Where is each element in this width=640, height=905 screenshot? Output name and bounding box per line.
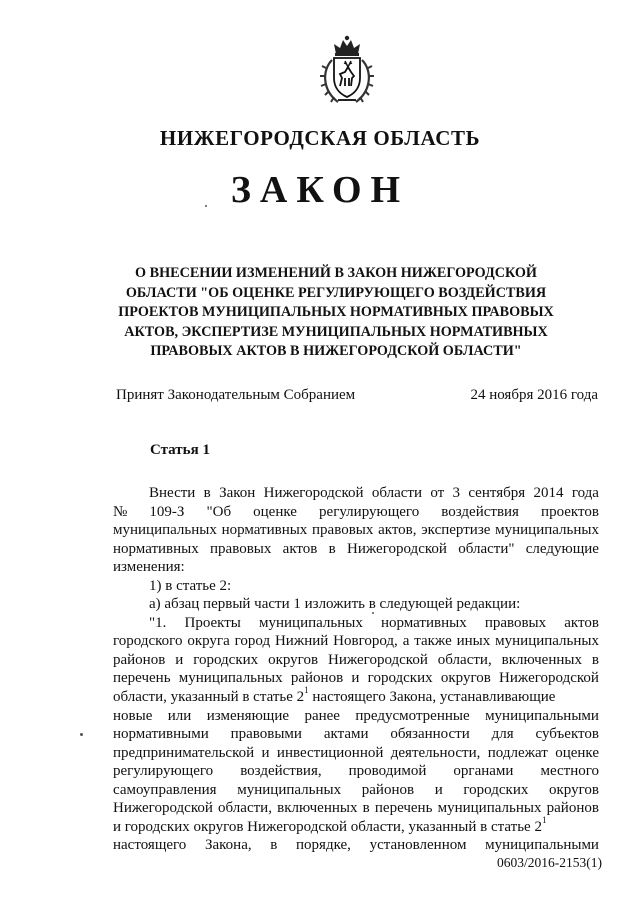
word: местного [540, 763, 599, 780]
word: округов [268, 651, 319, 668]
word: городских [463, 781, 529, 798]
word: порядке, [296, 837, 351, 854]
word: 3 [452, 485, 460, 501]
word: нормативных [221, 522, 308, 539]
word: следующие [525, 540, 599, 557]
word: нормативных [380, 614, 467, 631]
body-line [113, 651, 599, 670]
word: муниципальных [259, 614, 363, 631]
word: области, [437, 651, 492, 668]
body-line [113, 762, 599, 781]
body-line [113, 744, 599, 763]
word: правовых [312, 522, 374, 539]
body-line [113, 521, 599, 540]
word: изменяющие [206, 707, 290, 724]
word: округов [440, 670, 491, 687]
word: Нижний [274, 633, 329, 650]
word: городских [193, 651, 259, 668]
word: подлежат [487, 744, 548, 761]
law-title-line: ПРОЕКТОВ МУНИЦИПАЛЬНЫХ НОРМАТИВНЫХ ПРАВОВЫХ [118, 304, 554, 321]
word: Нижегородской [263, 485, 364, 501]
word: органами [453, 763, 514, 780]
word: регулирующего [319, 503, 420, 520]
body-line [113, 725, 599, 744]
word: округов [549, 781, 599, 798]
word: в [328, 540, 336, 557]
body-line: 1) в статье 2: [149, 577, 232, 594]
word: или [167, 707, 192, 724]
scan-speck [80, 733, 83, 736]
word: также [414, 633, 452, 650]
word: округа [187, 633, 230, 650]
word: Новгород, [333, 633, 398, 650]
word: года [571, 485, 599, 501]
word: субъектов [535, 726, 599, 743]
body-line-text: области, указанный в статье 2 [113, 689, 305, 706]
word: проектов [541, 503, 599, 520]
word: муниципальных [237, 781, 342, 798]
word: городского [113, 633, 183, 650]
word: районов [361, 781, 415, 798]
word: оценке [253, 503, 297, 520]
word: правовыми [230, 726, 302, 743]
word: муниципальными [485, 837, 599, 854]
body-line [113, 685, 599, 707]
word: ранее [304, 707, 340, 724]
word: от [430, 485, 445, 501]
word: "Об [206, 503, 232, 520]
word: области, [218, 800, 272, 817]
superscript: 1 [541, 814, 547, 825]
word: районов [113, 651, 166, 668]
word: воздействия, [240, 763, 322, 780]
word: муниципальных [495, 633, 599, 650]
word: актами [323, 726, 369, 743]
law-title-line: АКТОВ, ЭКСПЕРТИЗЕ МУНИЦИПАЛЬНЫХ НОРМАТИВНЫХ [124, 323, 548, 340]
word: № [113, 503, 128, 520]
body-line [113, 540, 599, 559]
word: актов [282, 540, 318, 557]
body-line [113, 781, 599, 800]
body-line [113, 799, 599, 818]
article-heading: Статья 1 [150, 442, 210, 458]
word: в [591, 651, 599, 668]
word: Нижегородской [347, 540, 447, 557]
word: правовых [210, 540, 272, 557]
word: городских [367, 670, 433, 687]
word: Нижегородской [113, 800, 213, 817]
word: и [434, 781, 443, 798]
word: иных [456, 633, 491, 650]
word: муниципальных [113, 522, 217, 539]
adopting-body: Принят Законодательным Собранием [116, 387, 356, 403]
body-line-text: настоящего Закона, устанавливающие [308, 689, 556, 706]
word: и [351, 670, 360, 687]
word: установленном [369, 837, 467, 854]
word: перечень [374, 800, 433, 817]
word: в [270, 837, 278, 854]
region-heading: НИЖЕГОРОДСКАЯ ОБЛАСТЬ [159, 126, 481, 150]
word: области" [458, 540, 515, 557]
body-line: изменения: [113, 559, 185, 576]
word: области [371, 485, 422, 501]
word: город [234, 633, 271, 650]
body-line [113, 484, 599, 503]
word: сентября [468, 485, 526, 501]
word: предпринимательской [113, 744, 255, 761]
word: районов [290, 670, 344, 687]
body-line: а) абзац первый части 1 изложить в следующей редакции: [149, 596, 521, 613]
word: деятельности, [390, 744, 481, 761]
word: Проекты [184, 614, 241, 631]
word: регулирующего [113, 763, 214, 780]
word: 109-З [149, 503, 185, 520]
word: Нижегородской [327, 651, 428, 668]
word: районов [546, 800, 599, 817]
word: в [203, 485, 211, 501]
word: воздействия [441, 503, 519, 520]
law-title [108, 264, 564, 362]
document-type-heading: ЗАКОН [230, 169, 410, 211]
word: а [402, 633, 410, 650]
word: муниципальных [437, 800, 542, 817]
body-line [113, 503, 599, 522]
word: для [491, 726, 514, 743]
body-line-text: и городских округов Нижегородской области, указанный в статье 2 [113, 818, 542, 835]
word: включенных [277, 800, 358, 817]
adoption-date: 24 ноября 2016 года [470, 387, 598, 403]
superscript: 1 [304, 685, 309, 696]
body-line [113, 814, 599, 837]
word: Нижегородской [499, 670, 599, 687]
law-title-line: О ВНЕСЕНИИ ИЗМЕНЕНИЙ В ЗАКОН НИЖЕГОРОДСКОЙ [135, 265, 537, 281]
word: нормативными [113, 726, 209, 743]
body-line [113, 632, 599, 651]
scan-speck [205, 205, 207, 207]
word: муниципальными [485, 707, 599, 724]
word: самоуправления [113, 781, 217, 798]
word: перечень [113, 670, 171, 687]
word: 2014 [533, 485, 564, 501]
body-line [113, 707, 599, 726]
scan-speck [372, 612, 374, 614]
word: "1. [149, 614, 167, 631]
law-title-line: ОБЛАСТИ "ОБ ОЦЕНКЕ РЕГУЛИРУЮЩЕГО ВОЗДЕЙСТВИЯ [125, 284, 547, 301]
word: Закона, [204, 837, 252, 854]
body-line [113, 614, 599, 633]
body-line [113, 669, 599, 688]
word: обязанности [390, 726, 470, 743]
word: оценке [555, 744, 599, 761]
article-body [113, 484, 599, 855]
coat-of-arms-icon [318, 34, 376, 108]
word: включенных [501, 651, 582, 668]
word: актов, [378, 522, 417, 539]
word: инвестиционной [276, 744, 384, 761]
word: нормативных [113, 540, 199, 557]
document-number: 0603/2016-2153(1) [497, 855, 602, 870]
word: проводимой [348, 763, 427, 780]
word: муниципальных [495, 522, 599, 539]
word: Внести [149, 485, 196, 501]
word: экспертизе [421, 522, 491, 539]
word: правовых [484, 614, 547, 631]
word: и [175, 651, 184, 668]
word: и [261, 744, 270, 761]
word: муниципальных [178, 670, 283, 687]
word: новые [113, 707, 153, 724]
word: настоящего [113, 837, 187, 854]
word: предусмотренные [355, 707, 470, 724]
word: Закон [219, 485, 256, 501]
word: в [362, 800, 370, 817]
word: актов [564, 614, 599, 631]
law-title-line: ПРАВОВЫХ АКТОВ В НИЖЕГОРОДСКОЙ ОБЛАСТИ" [150, 343, 522, 360]
body-line [113, 836, 599, 855]
